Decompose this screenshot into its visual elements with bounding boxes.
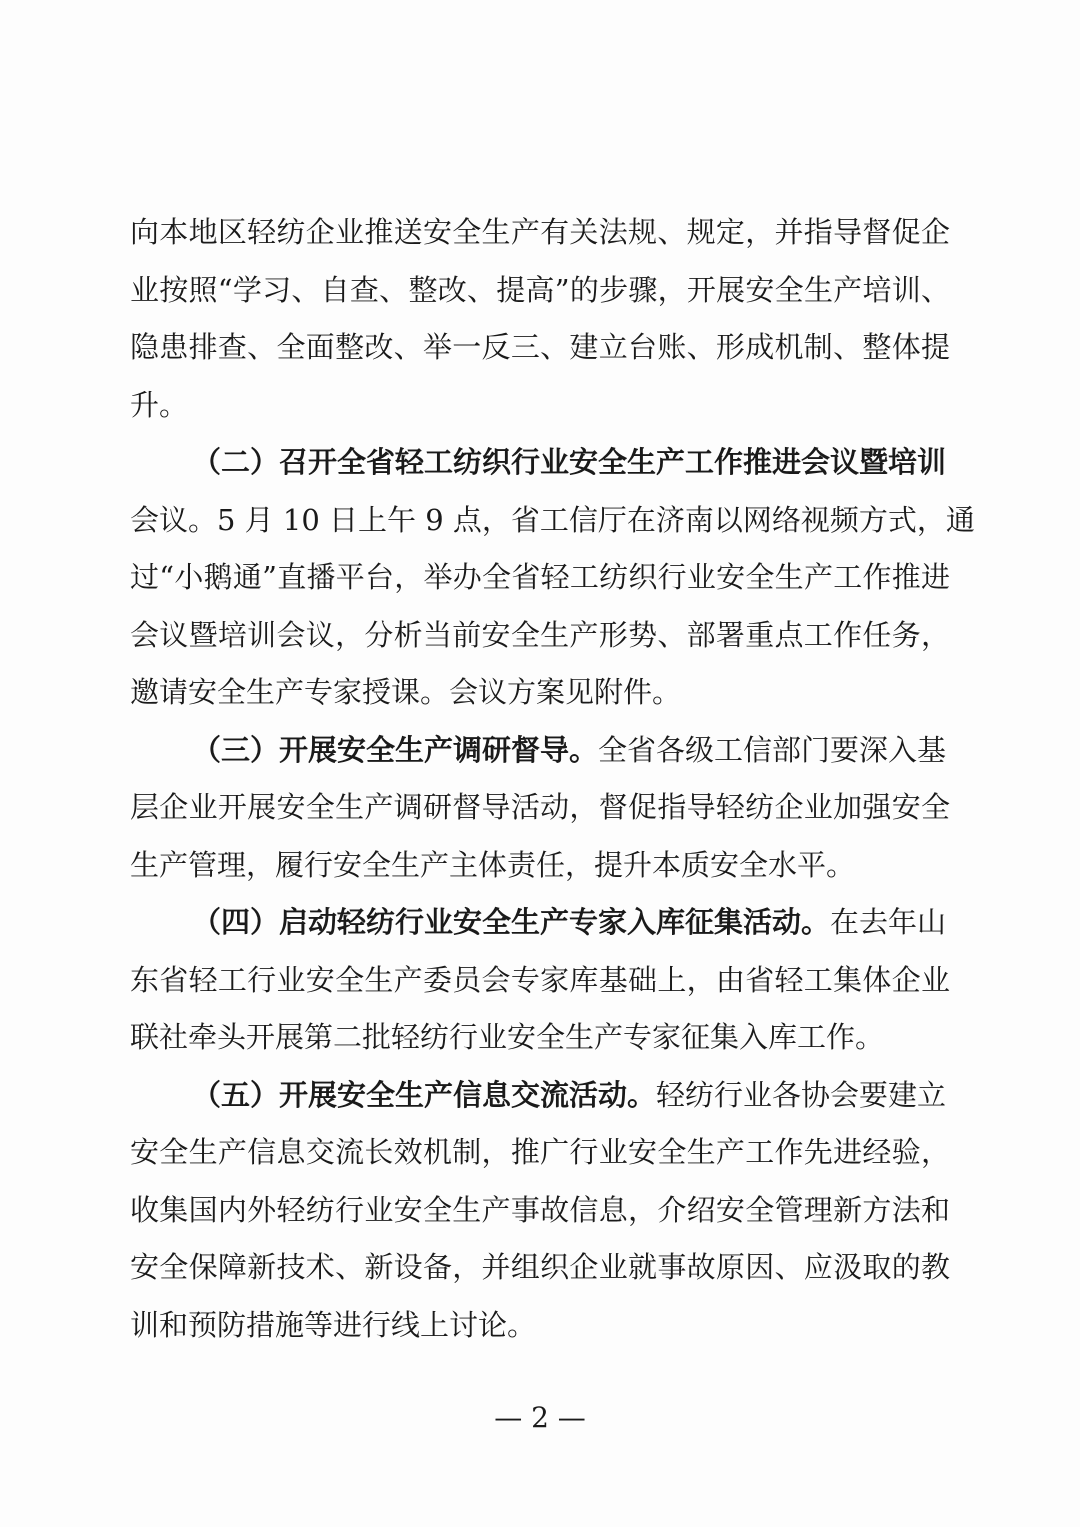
- paragraph-line: 邀请安全生产专家授课。会议方案见附件。: [130, 675, 682, 709]
- paragraph-line: 生产管理，履行安全生产主体责任，提升本质安全水平。: [130, 847, 856, 882]
- paragraph-1: [130, 204, 950, 434]
- paragraph-first-line: [130, 1067, 950, 1125]
- paragraph-line: 向本地区轻纺企业推送安全生产有关法规、规定，并指导督促企: [130, 215, 950, 249]
- page-number: — 2 —: [494, 1401, 586, 1434]
- paragraph-line: 联社牵头开展第二批轻纺行业安全生产专家征集入库工作。: [130, 1020, 885, 1054]
- paragraph-line: 升。: [130, 387, 189, 422]
- paragraph-line: 安全生产信息交流长效机制，推广行业安全生产工作先进经验，: [130, 1135, 950, 1169]
- section-heading-5: （五）开展安全生产信息交流活动。: [192, 1077, 657, 1112]
- paragraph-first-line: [130, 722, 950, 780]
- section-heading-2: （二）召开全省轻工纺织行业安全生产工作推进会议暨培训: [192, 445, 947, 479]
- paragraph-line-rest: 轻纺行业各协会要建立: [656, 1077, 947, 1112]
- paragraph-line: 收集国内外轻纺行业安全生产事故信息，介绍安全管理新方法和: [130, 1192, 950, 1227]
- paragraph-4: [130, 894, 950, 1067]
- paragraph-line-rest: 全省各级工信部门要深入基: [598, 732, 947, 767]
- section-heading-4: （四）启动轻纺行业安全生产专家入库征集活动。: [192, 905, 831, 939]
- document-body: [130, 204, 975, 1354]
- paragraph-first-line: [130, 894, 950, 952]
- paragraph-line: 隐患排查、全面整改、举一反三、建立台账、形成机制、整体提: [130, 330, 950, 364]
- paragraph-line: 会议暨培训会议，分析当前安全生产形势、部署重点工作任务，: [130, 617, 950, 652]
- paragraph-3: [130, 722, 950, 895]
- paragraph-line: 训和预防措施等进行线上讨论。: [130, 1307, 537, 1342]
- paragraph-line: 东省轻工行业安全生产委员会专家库基础上，由省轻工集体企业: [130, 962, 950, 997]
- paragraph-line-rest: 在去年山: [830, 905, 947, 939]
- paragraph-line: 业按照“学习、自查、整改、提高”的步骤，开展安全生产培训、: [130, 272, 950, 307]
- paragraph-5: [130, 1067, 950, 1355]
- paragraph-line: 安全保障新技术、新设备，并组织企业就事故原因、应汲取的教: [130, 1250, 950, 1284]
- paragraph-line: 会议。5 月 10 日上午 9 点，省工信厅在济南以网络视频方式，通: [130, 502, 975, 537]
- paragraph-line: 层企业开展安全生产调研督导活动，督促指导轻纺企业加强安全: [130, 790, 950, 824]
- section-heading-3: （三）开展安全生产调研督导。: [192, 732, 599, 767]
- paragraph-line: 过“小鹅通”直播平台，举办全省轻工纺织行业安全生产工作推进: [130, 560, 950, 594]
- paragraph-2: [130, 434, 975, 722]
